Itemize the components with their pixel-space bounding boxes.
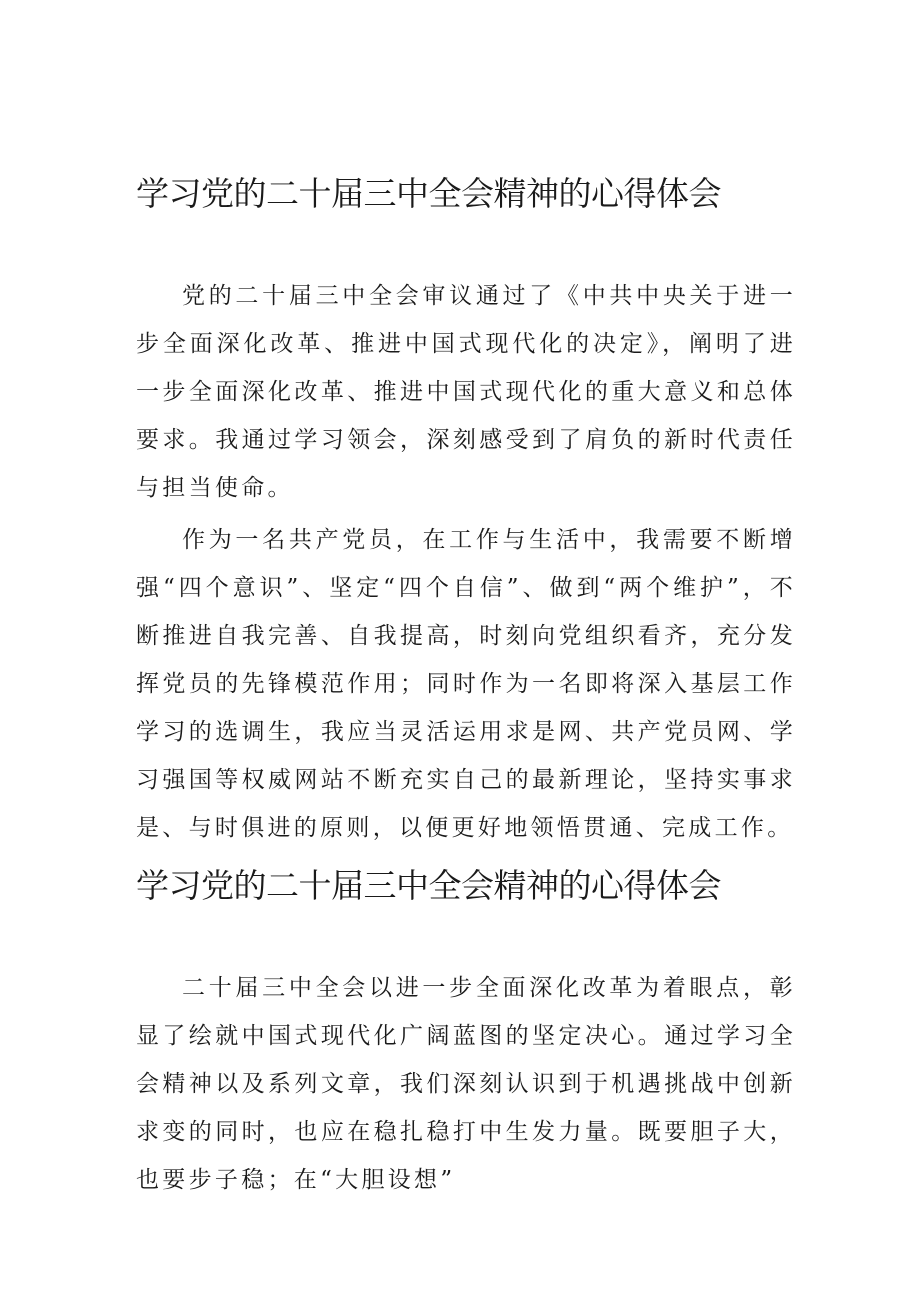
- body-paragraph: 党的二十届三中全会审议通过了《中共中央关于进一步全面深化改革、推进中国式现代化的决定》，阐明了进一步全面深化改革、推进中国式现代化的重大意义和总体要求。我通过学习领会，深刻感受到了肩负的新时代责任与担当使命。: [136, 283, 796, 501]
- article-title: 学习党的二十届三中全会精神的心得体会: [136, 866, 721, 905]
- article-body: [136, 964, 796, 1204]
- article-section-2: [136, 860, 796, 1204]
- article-body: [136, 272, 796, 852]
- article-section-1: [136, 168, 796, 852]
- body-paragraph: 二十届三中全会以进一步全面深化改革为着眼点，彰显了绘就中国式现代化广阔蓝图的坚定决心。通过学习全会精神以及系列文章，我们深刻认识到于机遇挑战中创新求变的同时，也应在稳扎稳打中生发力量。既要胆子大，也要步子稳；在“大胆设想”: [136, 975, 796, 1193]
- body-paragraph: 作为一名共产党员，在工作与生活中，我需要不断增强“四个意识”、坚定“四个自信”、做到“两个维护”，不断推进自我完善、自我提高，时刻向党组织看齐，充分发挥党员的先锋模范作用；同时作为一名即将深入基层工作学习的选调生，我应当灵活运用求是网、共产党员网、学习强国等权威网站不断充实自己的最新理论，坚持实事求是、与时俱进的原则，以便更好地领悟贯通、完成工作。: [136, 527, 796, 841]
- article-title: 学习党的二十届三中全会精神的心得体会: [136, 174, 721, 213]
